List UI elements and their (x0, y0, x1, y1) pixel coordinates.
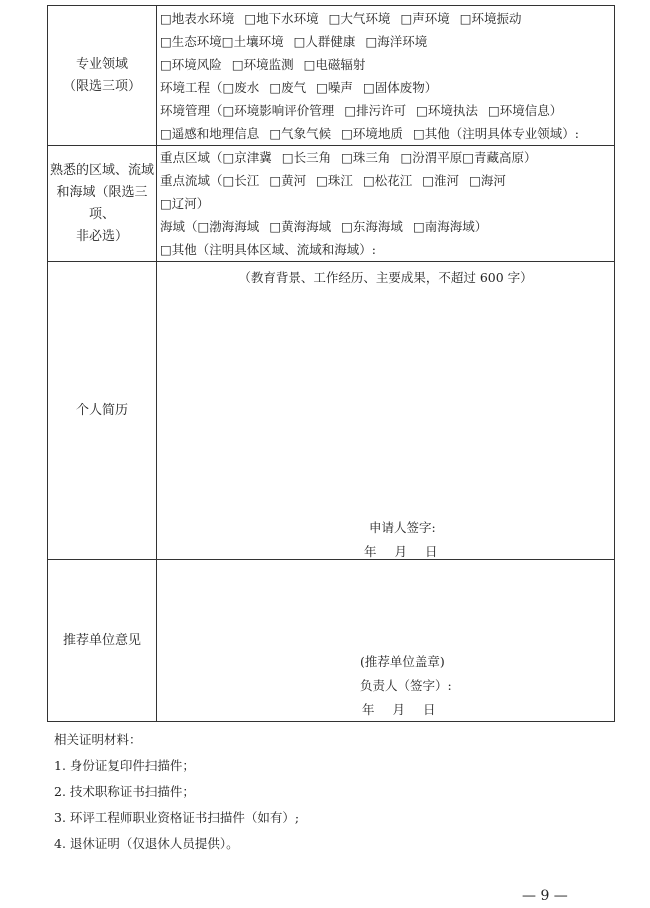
option-line (160, 99, 614, 122)
option-line (160, 169, 614, 192)
checkbox-option[interactable]: □海洋环境 (365, 33, 428, 49)
checkbox-option[interactable]: □气象气候 (269, 125, 332, 141)
checkbox-option[interactable]: □珠三角 (341, 150, 391, 165)
checkbox-option[interactable]: 重点区域（□京津冀 (160, 150, 272, 165)
checkbox-option[interactable]: □珠江 (316, 173, 353, 188)
notes-item: 3. 环评工程师职业资格证书扫描件（如有）; (54, 810, 300, 825)
unit-head-signature-label: 负责人（签字）: (360, 678, 452, 693)
resume-hint: （教育背景、工作经历、主要成果，不超过 600 字） (238, 270, 533, 285)
checkbox-option[interactable]: □遥感和地理信息 (160, 125, 260, 141)
supporting-materials (54, 727, 299, 857)
region-options-cell (157, 146, 615, 262)
option-line (160, 122, 614, 145)
recommend-label: 推荐单位意见 (48, 560, 157, 722)
recommend-cell[interactable] (157, 560, 615, 722)
checkbox-option[interactable]: □长三角 (281, 150, 332, 165)
checkbox-option[interactable]: □其他（注明具体区域、流域和海域）: (160, 242, 377, 257)
checkbox-option[interactable]: □人群健康 (293, 33, 356, 49)
resume-row (48, 262, 615, 560)
checkbox-option[interactable]: □黄海海域 (269, 219, 332, 234)
option-line (160, 7, 614, 30)
checkbox-option[interactable]: 环境工程（□废水 (160, 79, 260, 95)
checkbox-option[interactable]: 海域（□渤海海域 (160, 219, 260, 234)
checkbox-option[interactable]: □黄河 (269, 173, 307, 188)
checkbox-option[interactable]: □环境风险 (160, 56, 222, 72)
checkbox-option[interactable]: □辽河） (160, 196, 210, 211)
notes-item: 1. 身份证复印件扫描件； (54, 758, 195, 773)
checkbox-option[interactable]: □海河 (469, 173, 506, 188)
checkbox-option[interactable]: □声环境 (400, 10, 450, 26)
checkbox-option[interactable]: □环境监测 (231, 56, 294, 72)
field-label: 专业领域 (75, 56, 128, 72)
page-number: — 9 — (522, 888, 568, 904)
checkbox-option[interactable]: □环境执法 (416, 102, 478, 118)
checkbox-option[interactable]: 重点流域（□长江 (160, 173, 260, 188)
region-label-line3: 非必选） (75, 228, 128, 244)
checkbox-option[interactable]: □大气环境 (328, 10, 391, 26)
region-label: 熟悉的区域、流域 (49, 162, 154, 178)
checkbox-option[interactable]: □其他（注明具体专业领域）: (412, 125, 579, 141)
checkbox-option[interactable]: □环境振动 (459, 10, 522, 26)
field-label-note: （限选三项） (62, 78, 141, 94)
checkbox-option[interactable]: □地下水环境 (244, 10, 319, 26)
checkbox-option[interactable]: □松花江 (362, 173, 413, 188)
resume-cell[interactable] (157, 262, 615, 560)
region-label-line2: 和海域（限选三项、 (56, 184, 148, 222)
notes-title: 相关证明材料： (54, 732, 142, 747)
option-line (160, 53, 614, 76)
checkbox-option[interactable]: □固体废物） (362, 79, 438, 95)
checkbox-option[interactable]: □环境地质 (341, 125, 403, 141)
checkbox-option[interactable]: □废气 (269, 79, 307, 95)
unit-seal-label: (推荐单位盖章) (360, 654, 445, 669)
option-line (160, 76, 614, 99)
checkbox-option[interactable]: □地表水环境 (160, 10, 235, 26)
field-label-cell (48, 6, 157, 146)
checkbox-option[interactable]: □南海海域） (412, 219, 488, 234)
checkbox-option[interactable]: □排污许可 (344, 102, 407, 118)
field-options-cell (157, 6, 615, 146)
option-line (160, 192, 614, 215)
recommend-date: 年 月 日 (362, 702, 436, 717)
notes-item: 4. 退休证明（仅退休人员提供）。 (54, 836, 239, 851)
checkbox-option[interactable]: □电磁辐射 (303, 56, 366, 72)
option-line (160, 146, 614, 169)
resume-label: 个人简历 (48, 262, 157, 560)
checkbox-option[interactable]: □汾渭平原□青藏高原） (400, 150, 537, 165)
checkbox-option[interactable]: □噪声 (316, 79, 353, 95)
field-row (48, 6, 615, 146)
checkbox-option[interactable]: □淮河 (422, 173, 460, 188)
checkbox-option[interactable]: □生态环境□土壤环境 (160, 33, 284, 49)
applicant-date: 年 月 日 (364, 544, 438, 559)
checkbox-option[interactable]: □环境信息） (487, 102, 563, 118)
region-label-cell (48, 146, 157, 262)
option-line (160, 238, 614, 261)
option-line (160, 215, 614, 238)
applicant-signature-label: 申请人签字: (369, 520, 436, 535)
application-form-table (47, 5, 615, 722)
region-row (48, 146, 615, 262)
checkbox-option[interactable]: □东海海域 (341, 219, 403, 234)
option-line (160, 30, 614, 53)
notes-item: 2. 技术职称证书扫描件； (54, 784, 195, 799)
recommend-row (48, 560, 615, 722)
checkbox-option[interactable]: 环境管理（□环境影响评价管理 (160, 102, 335, 118)
